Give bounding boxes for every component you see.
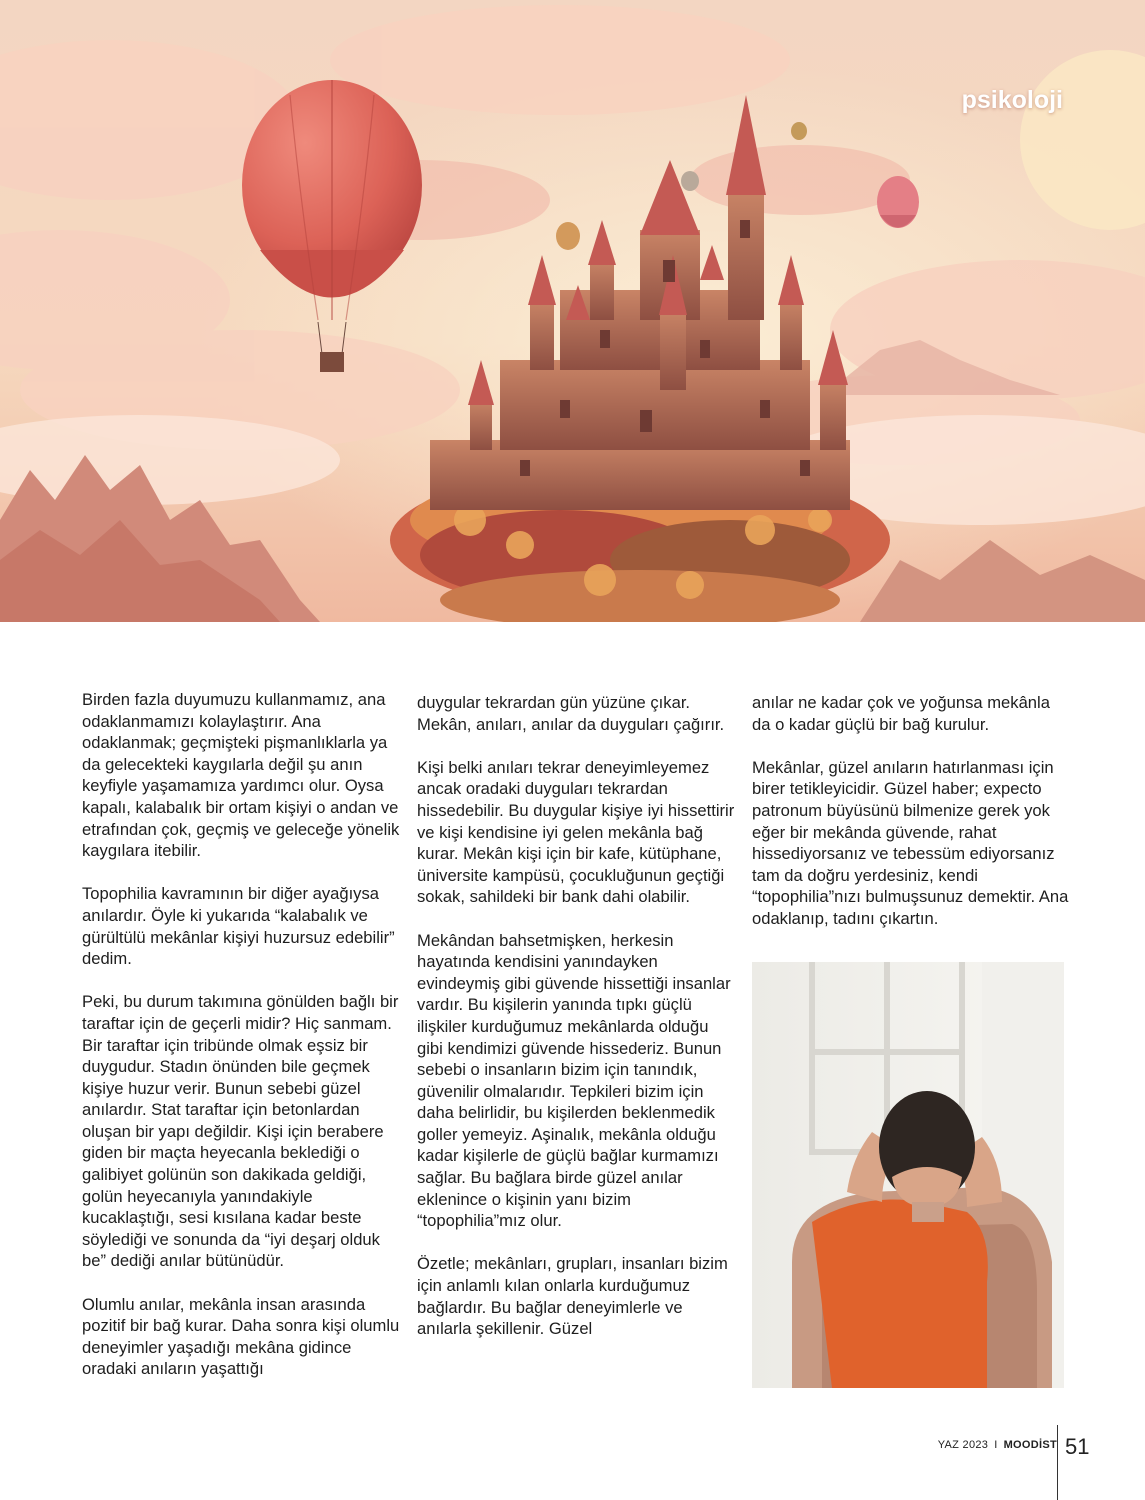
page-number: 51 [1065,1434,1090,1459]
magazine-brand: MOODİST [1003,1439,1057,1451]
article-column-1 [82,689,402,1402]
paragraph: Olumlu anılar, mekânla insan arasında pozitif bir bağ kurar. Daha sonra kişi olumlu deneyimler yaşadığı mekâna gidince oradaki anıların yaşattığı [82,1294,400,1379]
paragraph: Özetle; mekânları, grupları, insanları bizim için anlamlı kılan onlarla kurduğumuz bağlardır. Bu bağlar deneyimlerle ve anılarla şekillenir. Güzel [417,1254,728,1339]
footer-separator: I [994,1439,998,1451]
article-column-2 [417,692,737,1361]
article-column-3 [752,692,1072,951]
paragraph: duygular tekrardan gün yüzüne çıkar. Mekân, anıları, anılar da duyguları çağırır. [417,693,725,734]
paragraph: Mekânlar, güzel anıların hatırlanması için birer tetikleyicidir. Güzel haber; expecto patronum büyüsünü bilmenize gerek yok eğer bir mekânda güvende, rahat hissediyorsanız ve tebessüm ediyorsanız tam da doğru yerdesiniz, kendi “topophilia”nızı bulmuşsunuz demektir. Ana odaklanıp, tadını çıkartın. [752,757,1069,928]
paragraph: Birden fazla duyumuzu kullanmamız, ana odaklanmamızı kolaylaştırır. Ana odaklanmak; geçmişteki pişmanlıklarla ya da gelecekteki kaygılarla değil şu anın keyfiyle yaşamamıza yardımcı olur. Oysa kapalı, kalabalık bir ortam kişiyi o andan ve etrafından çok, geçmiş ve geleceğe yönelik kaygılara itebilir. [82,690,400,861]
paragraph: Topophilia kavramının bir diğer ayağıysa anılardır. Öyle ki yukarıda “kalabalık ve gürültülü mekânlar kişiyi huzursuz edebilir” dedim. [82,884,395,969]
hero-illustration [0,0,1145,622]
paragraph: Peki, bu durum takımına gönülden bağlı bir taraftar için de geçerli midir? Hiç sanmam. Bir taraftar için tribünde olmak eşsiz bir duygudur. Stadın önünden bile geçmek kişiye huzur verir. Bunun sebebi güzel anılardır. Stat taraftar için betonlardan oluşan bir yapı değildir. Kişi için berabere giden bir maçta heyecanla beklediği o galibiyet golünün son dakikada geldiği, golün heyecanıyla yanındakiyle kucaklaştığı, sesi kısılana kadar beste söylediği ve sonunda da “iyi deşarj olduk be” dediği anılar bütünüdür. [82,992,399,1271]
man-in-armchair-image [752,962,1064,1388]
section-tag: psikoloji [961,86,1063,114]
paragraph: anılar ne kadar çok ve yoğunsa mekânla da o kadar güçlü bir bağ kurulur. [752,693,1050,734]
paragraph: Kişi belki anıları tekrar deneyimleyemez ancak oradaki duyguları tekrardan hissedebilir. Bu duygular kişiye iyi hissettirir ve kişi kendisine iyi gelen mekânla bağ kurar. Mekân kişi için bir kafe, kütüphane, üniversite kampüsü, çocukluğunun geçtiği sokak, sahildeki bir bank dahi olabilir. [417,757,735,907]
issue-label: YAZ 2023 [937,1439,989,1451]
page-footer [938,1439,1057,1451]
relaxing-man-photo [752,962,1064,1388]
page-number-divider [1057,1425,1058,1500]
paragraph: Mekândan bahsetmişken, herkesin hayatında kendisini yanındayken evindeymiş gibi güvende hissettiği insanlar vardır. Bu kişilerin yanında tıpkı güçlü ilişkiler kurduğumuz mekânlarda olduğu gibi kendimizi güvende hissederiz. Bunun sebebi o insanların bizim için tanındık, güvenilir olmalarıdır. Tepkileri bizim için daha belirlidir, bu kişilerden beklenmedik goller yemeyiz. Aşinalık, mekânla olduğu kadar kişilerle de güçlü bağlar kurmamızı sağlar. Bu bağlara birde güzel anılar eklenince o kişinin yanı bizim “topophilia”mız olur. [417,930,731,1231]
